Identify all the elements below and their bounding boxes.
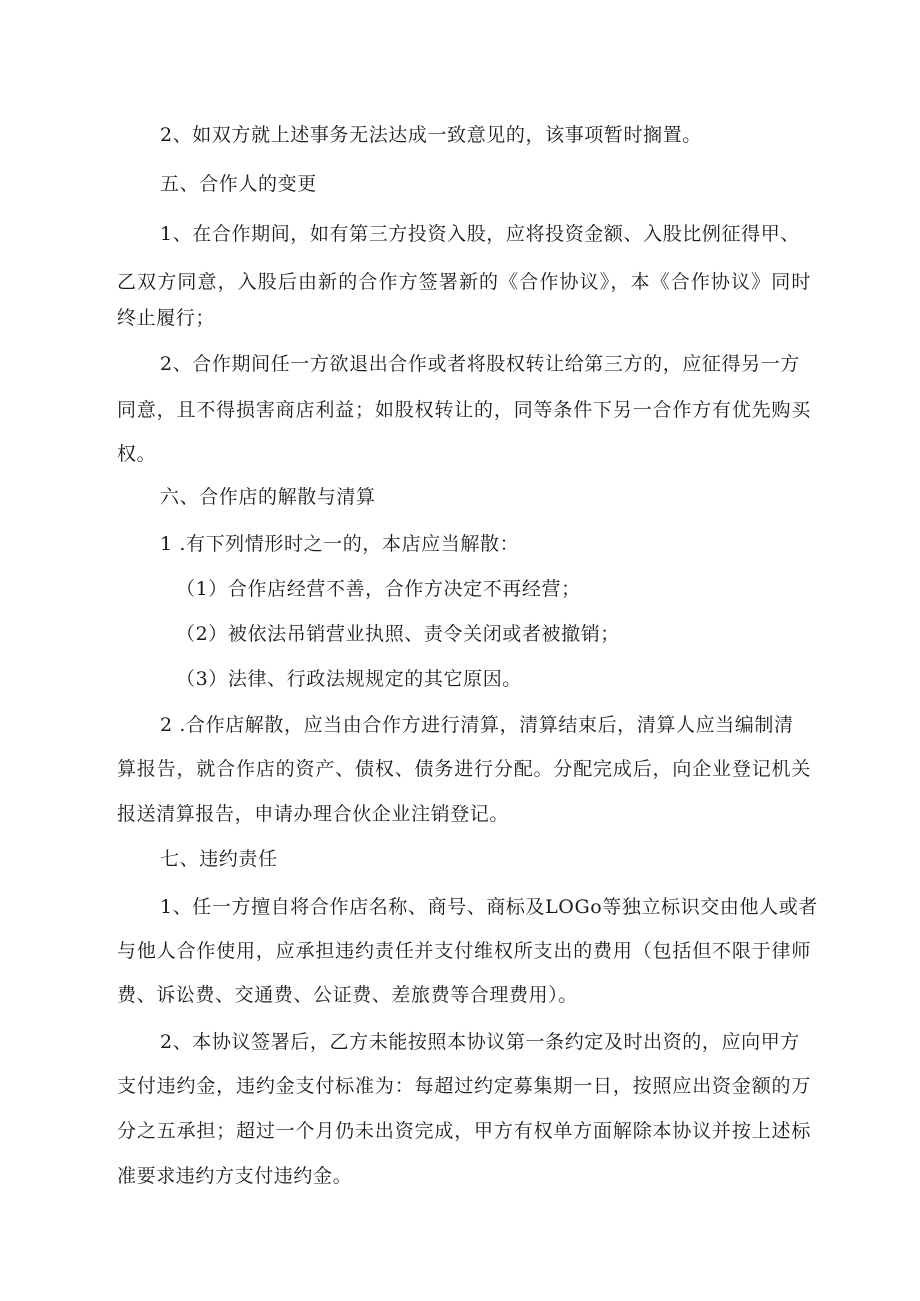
paragraph-line: 同意，且不得损害商店利益；如股权转让的，同等条件下另一合作方有优先购买 bbox=[117, 399, 811, 421]
paragraph-line: 支付违约金，违约金支付标准为：每超过约定募集期一日，按照应出资金额的万 bbox=[117, 1075, 811, 1097]
paragraph-line: 分之五承担；超过一个月仍未出资完成，甲方有权单方面解除本协议并按上述标 bbox=[117, 1120, 811, 1142]
paragraph-line: 乙双方同意，入股后由新的合作方签署新的《合作协议》，本《合作协议》同时 bbox=[117, 271, 811, 293]
list-item: 1 .有下列情形时之一的，本店应当解散： bbox=[160, 533, 520, 555]
paragraph-line: 2、本协议签署后，乙方未能按照本协议第一条约定及时出资的，应向甲方 bbox=[160, 1031, 800, 1053]
paragraph-line: 1、在合作期间，如有第三方投资入股，应将投资金额、入股比例征得甲、 bbox=[160, 223, 800, 245]
list-item: （1）合作店经营不善，合作方决定不再经营； bbox=[176, 578, 581, 600]
paragraph-line: 2、如双方就上述事务无法达成一致意见的，该事项暂时搁置。 bbox=[160, 124, 702, 146]
paragraph-line: 1、任一方擅自将合作店名称、商号、商标及LOGo等独立标识交由他人或者 bbox=[160, 896, 818, 918]
section-heading: 五、合作人的变更 bbox=[160, 173, 317, 195]
paragraph-line: 权。 bbox=[117, 443, 157, 465]
paragraph-line: 与他人合作使用，应承担违约责任并支付维权所支出的费用（包括但不限于律师 bbox=[117, 940, 811, 962]
paragraph-line: 2 .合作店解散，应当由合作方进行清算，清算结束后，清算人应当编制清 bbox=[160, 714, 794, 736]
section-heading: 七、违约责任 bbox=[160, 848, 278, 870]
paragraph-line: 2、合作期间任一方欲退出合作或者将股权转让给第三方的，应征得另一方 bbox=[160, 353, 800, 375]
paragraph-line: 费、诉讼费、交通费、公证费、差旅费等合理费用）。 bbox=[117, 984, 578, 1006]
paragraph-line: 算报告，就合作店的资产、债权、债务进行分配。分配完成后，向企业登记机关 bbox=[117, 758, 811, 780]
paragraph-line: 终止履行； bbox=[117, 307, 216, 329]
list-item: （2）被依法吊销营业执照、责令关闭或者被撤销； bbox=[176, 623, 620, 645]
list-item: （3）法律、行政法规规定的其它原因。 bbox=[176, 668, 522, 690]
paragraph-line: 报送清算报告，申请办理合伙企业注销登记。 bbox=[117, 803, 510, 825]
paragraph-line: 准要求违约方支付违约金。 bbox=[117, 1165, 353, 1187]
section-heading: 六、合作店的解散与清算 bbox=[160, 486, 376, 508]
